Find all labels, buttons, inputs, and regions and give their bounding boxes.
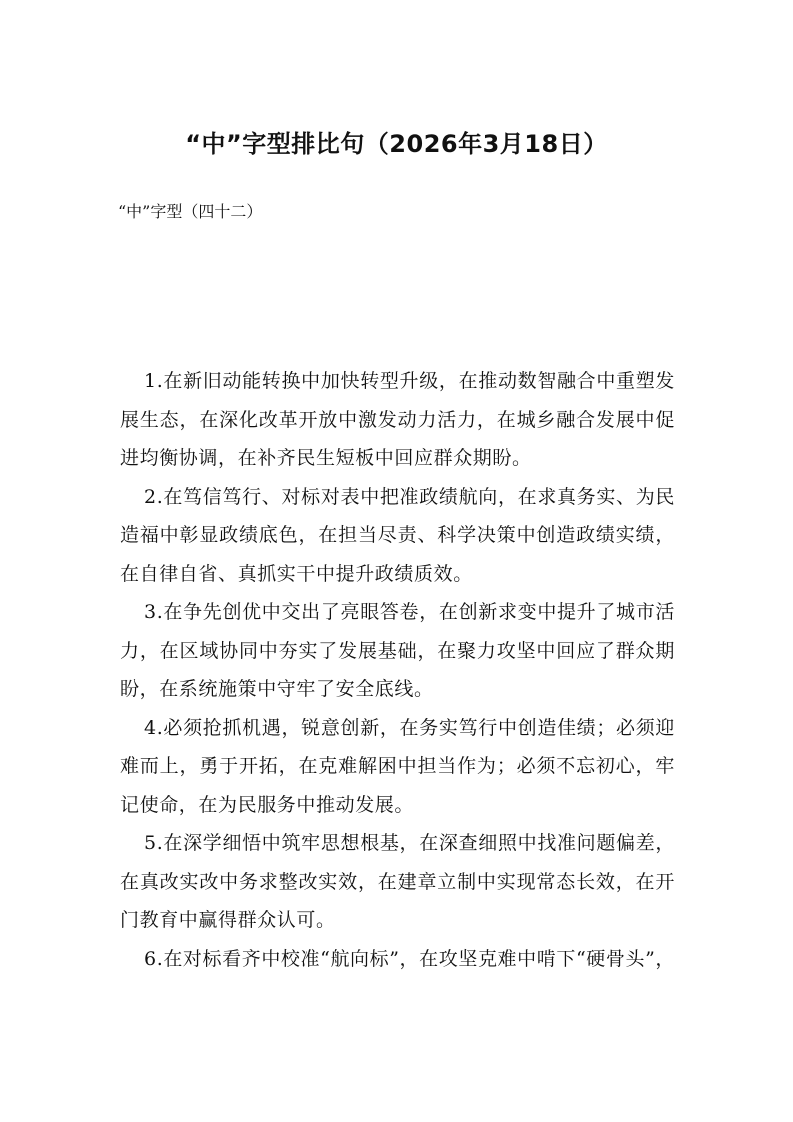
paragraph-4: 4.必须抢抓机遇，锐意创新，在务实笃行中创造佳绩；必须迎难而上，勇于开拓，在克难解困中担当作为；必须不忘初心，牢记使命，在为民服务中推动发展。 bbox=[120, 716, 675, 816]
paragraph-6: 6.在对标看齐中校准“航向标”，在攻坚克难中啃下“硬骨头”， bbox=[144, 947, 675, 970]
paragraph-3: 3.在争先创优中交出了亮眼答卷，在创新求变中提升了城市活力，在区域协同中夯实了发展基础，在聚力攻坚中回应了群众期盼，在系统施策中守牢了安全底线。 bbox=[120, 601, 675, 700]
paragraph-5: 5.在深学细悟中筑牢思想根基，在深查细照中找准问题偏差，在真改实改中务求整改实效，在建章立制中实现常态长效，在开门教育中赢得群众认可。 bbox=[120, 832, 675, 931]
document-subtitle: “中”字型（四十二） bbox=[118, 202, 263, 221]
document-body bbox=[120, 362, 675, 978]
paragraph-2: 2.在笃信笃行、对标对表中把准政绩航向，在求真务实、为民造福中彰显政绩底色，在担当尽责、科学决策中创造政绩实绩，在自律自省、真抓实干中提升政绩质效。 bbox=[120, 485, 675, 585]
document-title: “中”字型排比句（2026年3月18日） bbox=[185, 130, 608, 158]
paragraph-1: 1.在新旧动能转换中加快转型升级，在推动数智融合中重塑发展生态，在深化改革开放中激发动力活力，在城乡融合发展中促进均衡协调，在补齐民生短板中回应群众期盼。 bbox=[120, 370, 675, 469]
